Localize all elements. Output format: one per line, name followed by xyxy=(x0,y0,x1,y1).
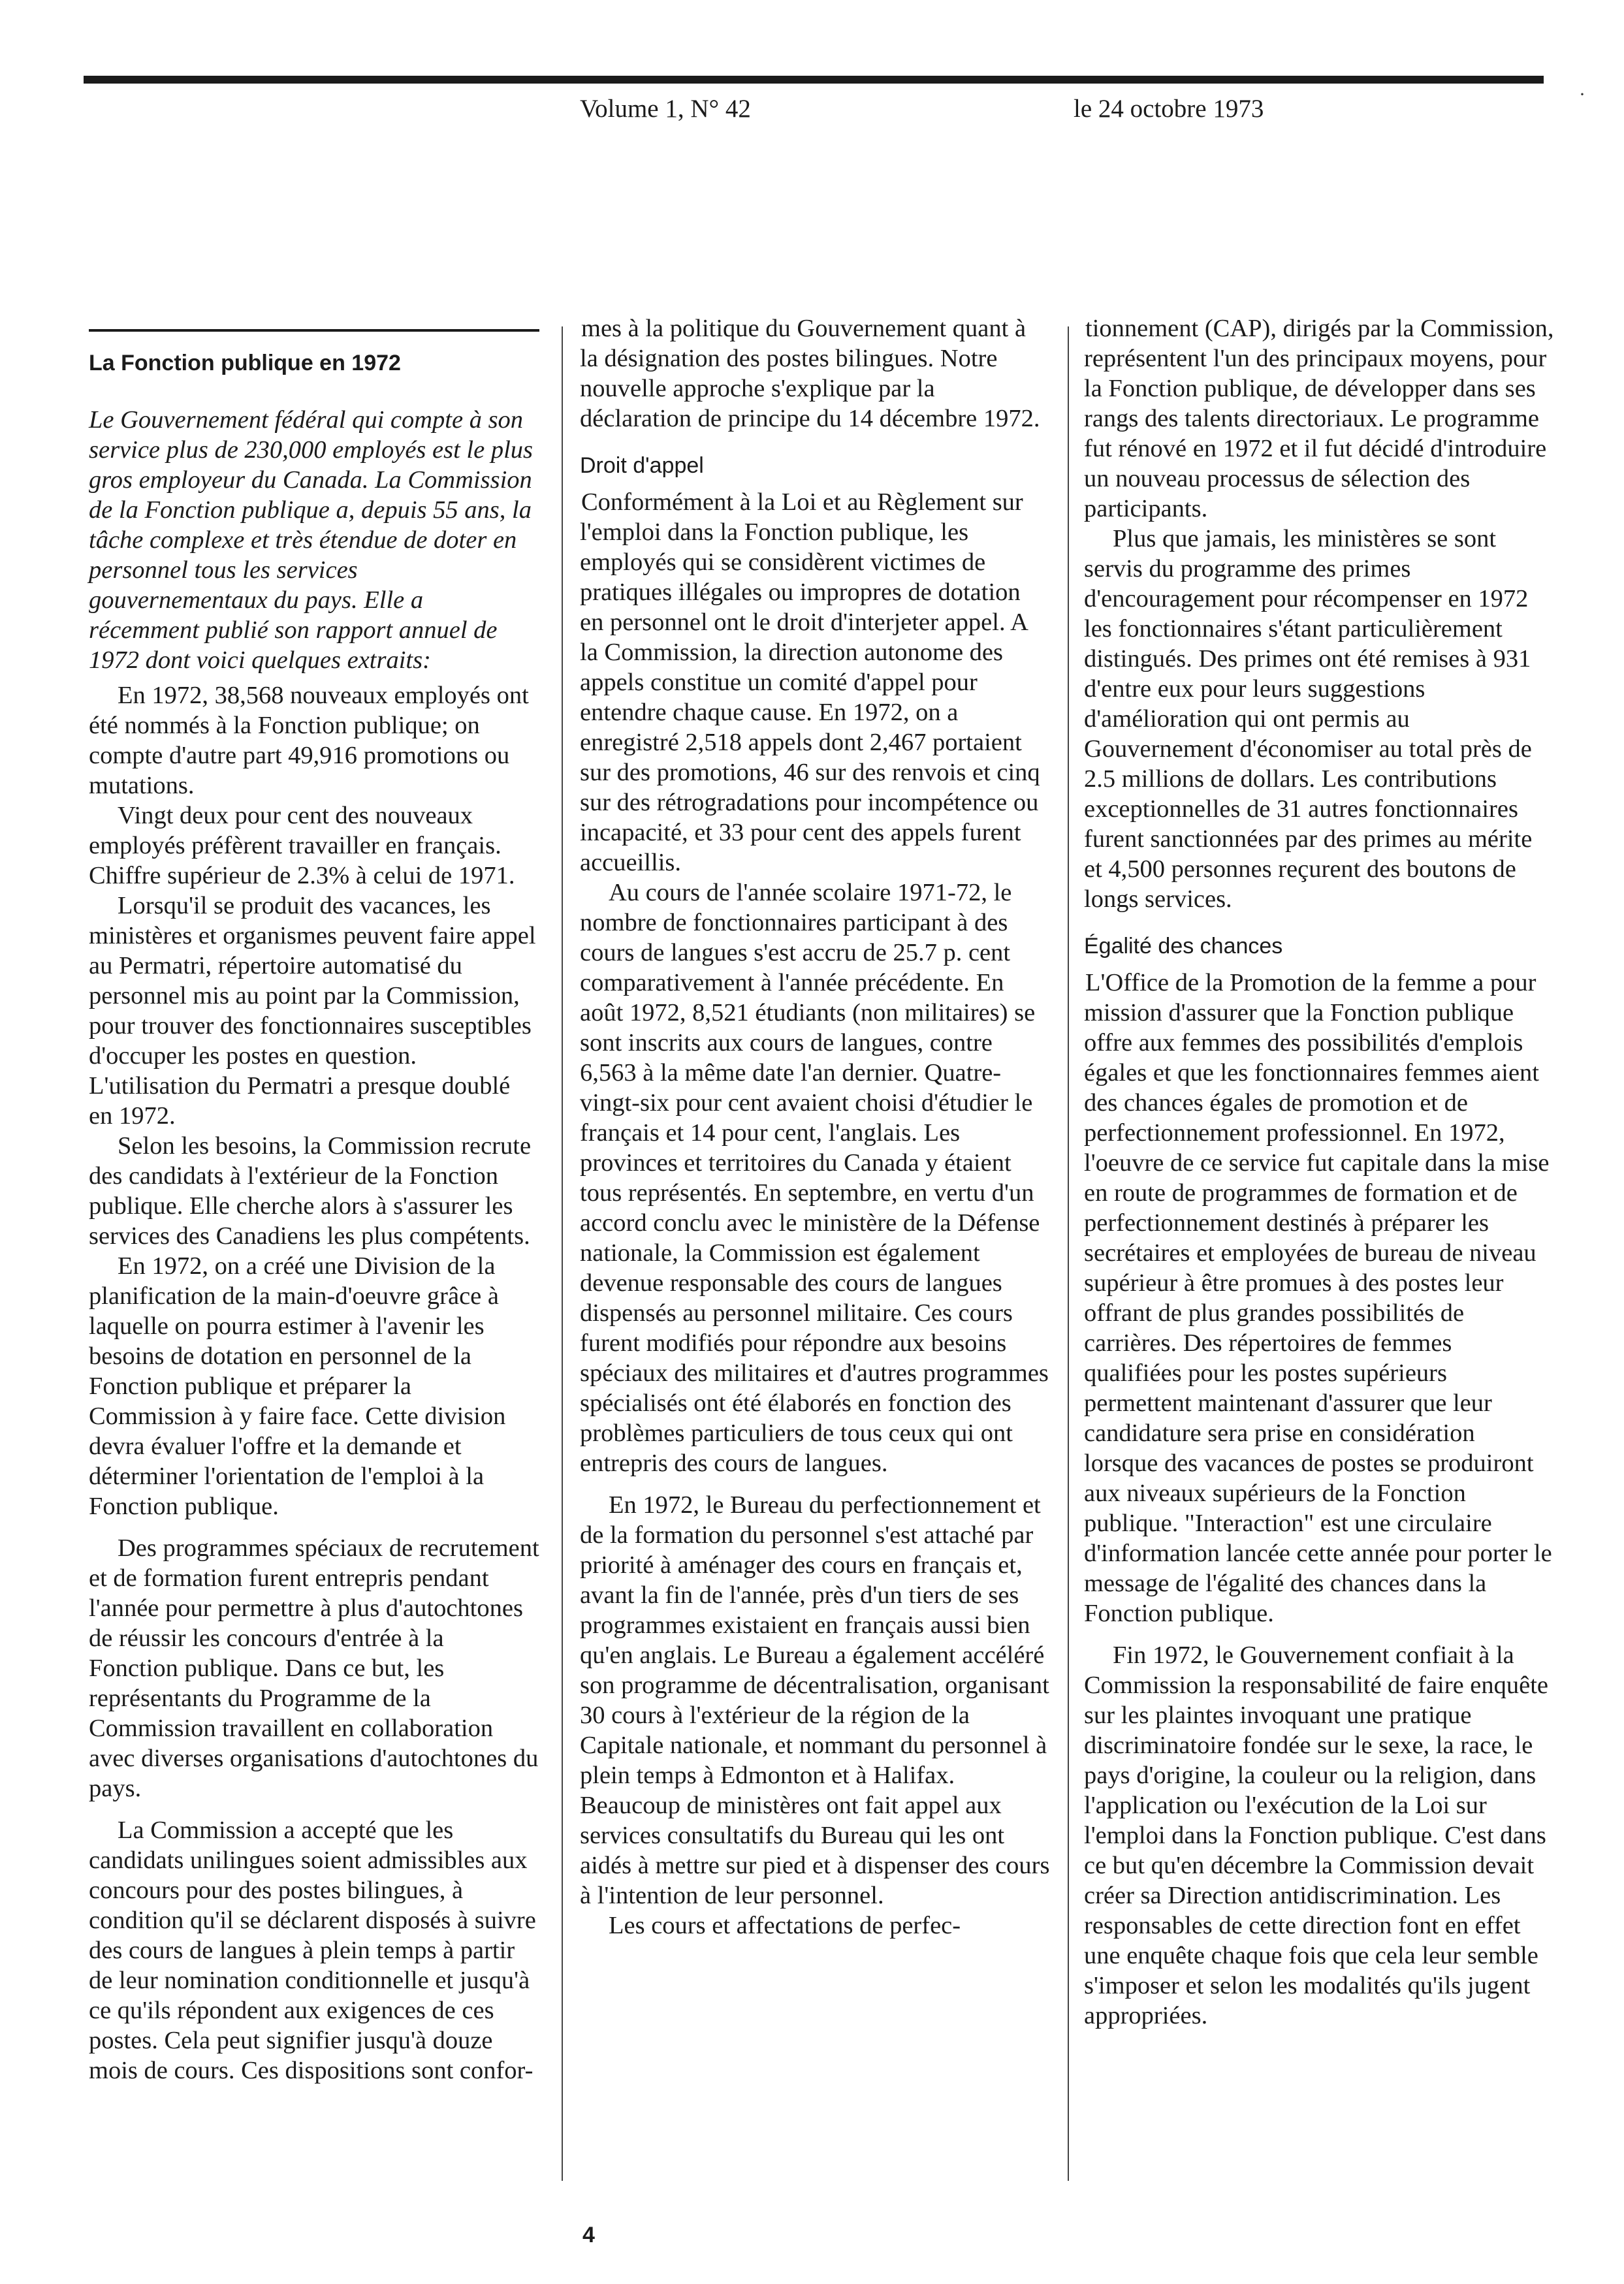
scan-speck: · xyxy=(1579,84,1585,105)
paragraph: Plus que jamais, les ministères se sont servis du programme des primes d'encouragement pour récompenser en 1972 les fonctionnaires s'étant particulièrement distingués. Des primes ont été remises à 931 d'entre eux pour leurs suggestions d'amélioration qui ont permis au Gouvernement d'économiser au total près de 2.5 millions de dollars. Les contributions exceptionnelles de 31 autres fonctionnaires furent sanctionnées par des primes au mérite et 4,500 personnes reçurent des boutons de longs services. xyxy=(1084,525,1533,913)
article-intro: Le Gouvernement fédéral qui compte à son service plus de 230,000 employés est le plus gros employeur du Canada. La Commission de la Fonction publique a, depuis 55 ans, la tâche complexe et très étendue de doter en personnel tous les services gouvernementaux du pays. Elle a récemment publié son rapport annuel de 1972 dont voici quelques extraits: xyxy=(89,406,533,674)
paragraph: Lorsqu'il se produit des vacances, les ministères et organismes peuvent faire appel au Permatri, répertoire automatisé du personnel mis au point par la Commission, pour trouver des fonctionnaires susceptibles d'occuper les postes en question. L'utilisation du Permatri a presque doublé en 1972. xyxy=(89,892,536,1130)
column-1 xyxy=(89,319,539,2086)
page-number: 4 xyxy=(582,2223,595,2247)
column-divider-2 xyxy=(1068,326,1069,2181)
paragraph-continued: mes à la politique du Gouvernement quant à la désignation des postes bilingues. Notre nouvelle approche s'explique par la déclaration de principe du 14 décembre 1972. xyxy=(580,315,1040,432)
issue-volume: Volume 1, N° 42 xyxy=(580,95,751,123)
article-title: La Fonction publique en 1972 xyxy=(89,329,539,376)
column-2 xyxy=(580,313,1050,1941)
column-3 xyxy=(1084,313,1554,2031)
paragraph: Des programmes spéciaux de recrutement et de formation furent entrepris pendant l'année pour permettre à plus d'autochtones de réussir les concours d'entrée à la Fonction publique. Dans ce but, les représentants du Programme de la Commission travaillent en collaboration avec diverses organisations d'autochtones du pays. xyxy=(89,1534,539,1802)
paragraph: Au cours de l'année scolaire 1971-72, le nombre de fonctionnaires participant à des cours de langues s'est accru de 25.7 p. cent comparativement à l'année précédente. En août 1972, 8,521 étudiants (non militaires) se sont inscrits aux cours de langues, contre 6,563 à la même date l'an dernier. Quatre-vingt-six pour cent avaient choisi d'étudier le français et 14 pour cent, l'anglais. Les provinces et territoires du Canada y étaient tous représentés. En septembre, en vertu d'un accord conclu avec le ministère de la Défense nationale, la Commission est également devenue responsable des cours de langues dispensés au personnel militaire. Ces cours furent modifiés pour répondre aux besoins spéciaux des militaires et d'autres programmes spécialisés ont été élaborés en fonction des problèmes particuliers de tous ceux qui ont entrepris des cours de langues. xyxy=(580,879,1049,1477)
paragraph: En 1972, 38,568 nouveaux employés ont été nommés à la Fonction publique; on compte d'autre part 49,916 promotions ou mutations. xyxy=(89,682,529,799)
paragraph: Fin 1972, le Gouvernement confiait à la Commission la responsabilité de faire enquête sur les plaintes invoquant une pratique discriminatoire fondée sur le sexe, la race, le pays d'origine, la couleur ou la religion, dans l'application ou l'exécution de la Loi sur l'emploi dans la Fonction publique. C'est dans ce but qu'en décembre la Commission devait créer sa Direction antidiscrimination. Les responsables de cette direction font en effet une enquête chaque fois que cela leur semble s'imposer et selon les modalités qu'ils jugent appropriées. xyxy=(1084,1642,1548,2029)
top-rule xyxy=(84,76,1544,84)
column-divider-1 xyxy=(562,326,563,2181)
paragraph-continued: tionnement (CAP), dirigés par la Commission, représentent l'un des principaux moyens, pour la Fonction publique, de développer dans ses rangs des talents directoriaux. Le programme fut rénové en 1972 et il fut décidé d'introduire un nouveau processus de sélection des participants. xyxy=(1084,315,1554,522)
paragraph: En 1972, on a créé une Division de la planification de la main-d'oeuvre grâce à laquelle on pourra estimer à l'avenir les besoins de dotation en personnel de la Fonction publique et préparer la Commission à y faire face. Cette division devra évaluer l'offre et la demande et déterminer l'orientation de l'emploi à la Fonction publique. xyxy=(89,1252,506,1520)
paragraph: La Commission a accepté que les candidats unilingues soient admissibles aux concours pour des postes bilingues, à condition qu'il se déclarent disposés à suivre des cours de langues à plein temps à partir de leur nomination conditionnelle et jusqu'à ce qu'ils répondent aux exigences de ces postes. Cela peut signifier jusqu'à douze mois de cours. Ces dispositions sont confor- xyxy=(89,1816,536,2084)
issue-date: le 24 octobre 1973 xyxy=(1074,95,1264,123)
paragraph: Conformément à la Loi et au Règlement sur l'emploi dans la Fonction publique, les employés qui se considèrent victimes de pratiques illégales ou impropres de dotation en personnel ont le droit d'interjeter appel. A la Commission, la direction autonome des appels constitue un comité d'appel pour entendre chaque cause. En 1972, on a enregistré 2,518 appels dont 2,467 portaient sur des promotions, 46 sur des renvois et cinq sur des rétrogradations pour incompétence ou incapacité, et 33 pour cent des appels furent accueillis. xyxy=(580,488,1040,876)
paragraph: Vingt deux pour cent des nouveaux employés préfèrent travailler en français. Chiffre supérieur de 2.3% à celui de 1971. xyxy=(89,802,515,889)
section-heading-equality: Égalité des chances xyxy=(1084,934,1283,959)
paragraph: Selon les besoins, la Commission recrute des candidats à l'extérieur de la Fonction publique. Elle cherche alors à s'assurer les services des Canadiens les plus compétents. xyxy=(89,1132,532,1250)
section-heading-appeal: Droit d'appel xyxy=(580,453,704,478)
paragraph: En 1972, le Bureau du perfectionnement et de la formation du personnel s'est attaché par priorité à aménager des cours en français et, avant la fin de l'année, près d'un tiers de ses programmes existaient en français aussi bien qu'en anglais. Le Bureau a également accéléré son programme de décentralisation, organisant 30 cours à l'extérieur de la région de la Capitale nationale, et nommant du personnel à plein temps à Edmonton et à Halifax. Beaucoup de ministères ont fait appel aux services consultatifs du Bureau qui les ont aidés à mettre sur pied et à dispenser des cours à l'intention de leur personnel. xyxy=(580,1491,1050,1909)
paragraph: Les cours et affectations de perfec- xyxy=(609,1912,961,1939)
paragraph: L'Office de la Promotion de la femme a pour mission d'assurer que la Fonction publique offre aux femmes des possibilités d'emplois égales et que les fonctionnaires femmes aient des chances égales de promotion et de perfectionnement professionnel. En 1972, l'oeuvre de ce service fut capitale dans la mise en route de programmes de formation et de perfectionnement destinés à préparer les secrétaires et employées de bureau de niveau supérieur à être promues à des postes leur offrant de plus grandes possibilités de carrières. Des répertoires de femmes qualifiées pour les postes supérieurs permettent maintenant d'assurer que leur candidature sera prise en considération lorsque des vacances de postes se produiront aux niveaux supérieurs de la Fonction publique. "Interaction" est une circulaire d'information lancée cette année pour porter le message de l'égalité des chances dans la Fonction publique. xyxy=(1084,969,1552,1627)
